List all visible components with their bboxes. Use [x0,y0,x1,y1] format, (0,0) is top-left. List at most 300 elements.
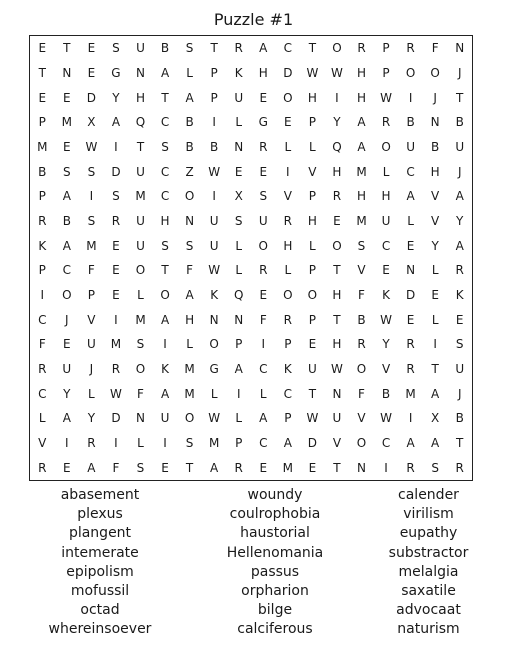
grid-cell[interactable]: P [382,65,390,80]
grid-cell[interactable]: U [234,90,244,105]
grid-cell[interactable]: I [163,435,167,450]
grid-cell[interactable]: Y [382,337,390,352]
grid-cell[interactable]: S [431,460,439,475]
grid-cell[interactable]: A [160,312,170,327]
grid-cell[interactable]: R [455,263,464,278]
grid-cell[interactable]: V [357,263,366,278]
grid-cell[interactable]: T [333,312,341,327]
grid-cell[interactable]: N [406,263,416,278]
grid-cell[interactable]: J [457,164,462,179]
grid-cell[interactable]: A [234,361,243,376]
grid-cell[interactable]: I [40,287,45,302]
grid-cell[interactable]: H [381,189,391,204]
grid-cell[interactable]: I [114,435,118,450]
grid-cell[interactable]: T [136,139,145,154]
grid-cell[interactable]: U [209,238,219,253]
grid-cell[interactable]: S [185,238,194,253]
grid-cell[interactable]: P [308,189,316,204]
grid-cell[interactable]: C [160,115,170,130]
grid-cell[interactable]: W [208,164,221,179]
grid-cell[interactable]: H [307,213,317,228]
grid-cell[interactable]: Z [185,164,194,179]
grid-cell[interactable]: U [258,213,268,228]
grid-cell[interactable]: U [160,411,170,426]
grid-cell[interactable]: L [407,213,414,228]
grid-cell[interactable]: M [135,312,146,327]
grid-cell[interactable]: I [65,435,69,450]
grid-cell[interactable]: T [456,435,464,450]
grid-cell[interactable]: V [332,435,342,450]
grid-cell[interactable]: Q [332,139,342,154]
grid-cell[interactable]: H [332,337,342,352]
grid-cell[interactable]: E [161,460,169,475]
grid-cell[interactable]: H [258,65,268,80]
grid-cell[interactable]: N [136,65,145,80]
grid-cell[interactable]: A [87,460,96,475]
grid-cell[interactable]: M [208,435,220,450]
grid-cell[interactable]: I [261,337,266,352]
grid-cell[interactable]: E [259,90,268,105]
grid-cell[interactable]: X [234,189,243,204]
grid-cell[interactable]: K [38,238,47,253]
grid-cell[interactable]: C [62,263,72,278]
grid-cell[interactable]: E [112,287,120,302]
grid-cell[interactable]: E [284,115,292,130]
grid-cell[interactable]: M [135,189,146,204]
grid-cell[interactable]: R [38,213,47,228]
grid-cell[interactable]: I [163,337,167,352]
grid-cell[interactable]: A [283,435,292,450]
grid-cell[interactable]: U [381,213,391,228]
grid-cell[interactable]: M [61,115,72,130]
grid-cell[interactable]: A [185,90,194,105]
grid-cell[interactable]: E [382,263,390,278]
grid-cell[interactable]: T [308,386,317,401]
grid-cell[interactable]: P [38,115,46,130]
grid-cell[interactable]: N [455,41,465,56]
grid-cell[interactable]: L [235,238,243,253]
grid-cell[interactable]: V [431,189,440,204]
grid-cell[interactable]: P [308,263,316,278]
grid-cell[interactable]: D [405,287,416,302]
grid-cell[interactable]: P [382,41,390,56]
grid-cell[interactable]: C [283,41,293,56]
grid-cell[interactable]: Q [233,287,244,302]
grid-cell[interactable]: R [283,312,292,327]
grid-cell[interactable]: W [331,65,343,80]
grid-cell[interactable]: C [381,435,391,450]
grid-cell[interactable]: A [62,411,71,426]
grid-cell[interactable]: N [62,65,72,80]
grid-cell[interactable]: X [87,115,96,130]
grid-cell[interactable]: L [382,164,390,179]
grid-cell[interactable]: U [136,238,145,253]
grid-cell[interactable]: V [431,213,440,228]
grid-cell[interactable]: S [259,189,268,204]
grid-cell[interactable]: E [38,41,47,56]
grid-cell[interactable]: O [356,435,367,450]
grid-cell[interactable]: H [356,65,366,80]
grid-cell[interactable]: E [112,263,120,278]
grid-cell[interactable]: R [38,460,47,475]
grid-cell[interactable]: O [258,238,268,253]
grid-cell[interactable]: A [455,189,464,204]
grid-cell[interactable]: L [235,115,243,130]
grid-cell[interactable]: L [284,139,292,154]
grid-cell[interactable]: F [186,263,194,278]
grid-cell[interactable]: C [259,361,268,376]
grid-cell[interactable]: B [406,115,415,130]
grid-cell[interactable]: F [431,41,439,56]
grid-cell[interactable]: E [406,238,415,253]
grid-cell[interactable]: B [185,115,194,130]
grid-cell[interactable]: R [406,460,415,475]
grid-cell[interactable]: T [308,41,317,56]
grid-cell[interactable]: F [137,386,144,401]
grid-cell[interactable]: B [185,139,194,154]
grid-cell[interactable]: Y [431,238,439,253]
grid-cell[interactable]: B [357,312,366,327]
grid-cell[interactable]: S [234,213,243,228]
grid-cell[interactable]: N [209,312,219,327]
grid-cell[interactable]: B [381,386,391,401]
grid-cell[interactable]: C [381,238,391,253]
grid-cell[interactable]: I [212,189,216,204]
grid-cell[interactable]: N [234,139,244,154]
grid-cell[interactable]: A [259,41,268,56]
grid-cell[interactable]: R [234,41,243,56]
grid-cell[interactable]: V [357,411,366,426]
grid-cell[interactable]: S [185,41,194,56]
grid-cell[interactable]: L [259,386,267,401]
grid-cell[interactable]: H [185,312,195,327]
grid-cell[interactable]: O [332,41,342,56]
grid-cell[interactable]: O [381,139,391,154]
grid-cell[interactable]: B [455,411,464,426]
grid-cell[interactable]: E [406,312,415,327]
grid-cell[interactable]: N [234,312,244,327]
grid-cell[interactable]: D [283,65,293,80]
grid-cell[interactable]: R [406,361,415,376]
grid-cell[interactable]: R [357,337,366,352]
grid-cell[interactable]: L [137,287,144,302]
grid-cell[interactable]: F [358,386,365,401]
grid-cell[interactable]: S [136,337,145,352]
grid-cell[interactable]: E [63,139,71,154]
grid-cell[interactable]: N [430,115,440,130]
grid-cell[interactable]: D [86,90,96,105]
grid-cell[interactable]: Y [112,90,120,105]
grid-cell[interactable]: R [111,213,121,228]
grid-cell[interactable]: O [307,287,318,302]
grid-cell[interactable]: R [111,361,121,376]
grid-cell[interactable]: W [110,386,122,401]
grid-cell[interactable]: U [406,139,415,154]
grid-cell[interactable]: H [160,213,170,228]
grid-cell[interactable]: R [357,41,366,56]
grid-cell[interactable]: P [284,337,292,352]
grid-cell[interactable]: H [307,90,317,105]
grid-cell[interactable]: H [283,238,293,253]
grid-cell[interactable]: S [112,189,120,204]
grid-cell[interactable]: K [455,287,464,302]
grid-cell[interactable]: W [331,361,343,376]
grid-cell[interactable]: A [210,460,219,475]
grid-cell[interactable]: A [357,115,366,130]
grid-cell[interactable]: E [308,460,317,475]
grid-cell[interactable]: E [259,164,268,179]
grid-cell[interactable]: D [111,164,121,179]
grid-cell[interactable]: C [259,435,268,450]
grid-cell[interactable]: M [37,139,48,154]
grid-cell[interactable]: L [431,263,439,278]
grid-cell[interactable]: I [335,90,339,105]
grid-cell[interactable]: U [209,213,219,228]
grid-cell[interactable]: U [136,41,145,56]
grid-cell[interactable]: M [184,361,195,376]
grid-cell[interactable]: W [208,411,221,426]
grid-cell[interactable]: M [110,337,122,352]
grid-cell[interactable]: O [356,361,367,376]
grid-cell[interactable]: W [85,139,98,154]
grid-cell[interactable]: R [406,41,415,56]
grid-cell[interactable]: I [433,337,437,352]
grid-cell[interactable]: S [63,164,71,179]
grid-cell[interactable]: S [136,460,145,475]
grid-cell[interactable]: S [357,238,366,253]
grid-cell[interactable]: W [380,90,392,105]
grid-cell[interactable]: P [87,287,95,302]
grid-cell[interactable]: O [405,65,416,80]
grid-cell[interactable]: M [184,386,195,401]
grid-cell[interactable]: E [333,213,341,228]
grid-cell[interactable]: K [234,65,243,80]
grid-cell[interactable]: E [259,287,268,302]
grid-cell[interactable]: E [87,65,96,80]
grid-cell[interactable]: G [111,65,121,80]
grid-cell[interactable]: H [332,164,342,179]
grid-cell[interactable]: F [87,263,95,278]
grid-cell[interactable]: U [136,164,145,179]
grid-cell[interactable]: L [186,65,193,80]
grid-cell[interactable]: U [332,411,342,426]
grid-cell[interactable]: L [186,337,193,352]
grid-cell[interactable]: B [38,164,47,179]
grid-cell[interactable]: U [62,361,72,376]
grid-cell[interactable]: Y [333,115,341,130]
grid-cell[interactable]: L [309,139,316,154]
grid-cell[interactable]: I [114,312,118,327]
grid-cell[interactable]: R [406,337,415,352]
grid-cell[interactable]: L [137,435,144,450]
grid-cell[interactable]: J [457,386,462,401]
grid-cell[interactable]: U [307,361,317,376]
grid-cell[interactable]: O [332,238,342,253]
grid-cell[interactable]: P [284,411,292,426]
grid-cell[interactable]: A [62,189,71,204]
grid-cell[interactable]: L [88,386,95,401]
grid-cell[interactable]: M [405,386,416,401]
grid-cell[interactable]: R [87,435,96,450]
grid-cell[interactable]: J [65,312,69,327]
grid-cell[interactable]: I [408,90,413,105]
grid-cell[interactable]: A [185,287,194,302]
grid-cell[interactable]: G [209,361,219,376]
grid-cell[interactable]: P [235,337,243,352]
grid-cell[interactable]: K [283,361,292,376]
grid-cell[interactable]: R [381,115,391,130]
grid-cell[interactable]: E [308,337,317,352]
grid-cell[interactable]: W [380,312,392,327]
grid-cell[interactable]: A [111,115,121,130]
grid-cell[interactable]: O [283,287,293,302]
grid-cell[interactable]: O [430,65,440,80]
grid-cell[interactable]: C [283,386,293,401]
grid-cell[interactable]: C [160,189,170,204]
grid-cell[interactable]: S [112,41,120,56]
grid-cell[interactable]: S [185,435,194,450]
grid-cell[interactable]: I [286,164,290,179]
grid-cell[interactable]: T [456,90,464,105]
grid-cell[interactable]: O [135,263,146,278]
grid-cell[interactable]: P [38,263,46,278]
grid-cell[interactable]: W [306,411,319,426]
grid-cell[interactable]: Q [135,115,146,130]
grid-cell[interactable]: T [63,41,71,56]
grid-cell[interactable]: I [384,460,388,475]
grid-cell[interactable]: U [455,139,465,154]
grid-cell[interactable]: S [455,337,464,352]
grid-cell[interactable]: H [135,90,145,105]
grid-cell[interactable]: P [308,115,316,130]
grid-cell[interactable]: B [210,139,219,154]
grid-cell[interactable]: M [282,460,293,475]
grid-cell[interactable]: L [38,411,46,426]
grid-cell[interactable]: B [160,41,170,56]
grid-cell[interactable]: R [234,460,243,475]
grid-cell[interactable]: W [380,411,392,426]
grid-cell[interactable]: K [161,361,169,376]
grid-cell[interactable]: P [210,90,218,105]
grid-cell[interactable]: S [161,139,169,154]
grid-cell[interactable]: A [160,65,170,80]
grid-cell[interactable]: V [87,312,96,327]
grid-cell[interactable]: L [235,263,243,278]
grid-cell[interactable]: H [332,287,342,302]
grid-cell[interactable]: T [333,263,341,278]
grid-cell[interactable]: R [283,213,292,228]
grid-cell[interactable]: L [431,312,439,327]
grid-cell[interactable]: E [455,312,464,327]
grid-cell[interactable]: N [185,213,195,228]
grid-cell[interactable]: Y [87,411,96,426]
grid-cell[interactable]: O [283,90,293,105]
grid-cell[interactable]: O [160,287,170,302]
grid-cell[interactable]: T [161,263,169,278]
grid-cell[interactable]: E [63,337,71,352]
grid-cell[interactable]: A [160,386,170,401]
grid-cell[interactable]: L [284,263,292,278]
grid-cell[interactable]: J [433,90,437,105]
grid-cell[interactable]: F [38,337,46,352]
grid-cell[interactable]: L [309,238,316,253]
grid-cell[interactable]: I [212,115,216,130]
grid-cell[interactable]: A [259,411,268,426]
grid-cell[interactable]: G [258,115,268,130]
grid-cell[interactable]: L [235,411,243,426]
grid-cell[interactable]: F [358,287,365,302]
grid-cell[interactable]: T [185,460,194,475]
grid-cell[interactable]: H [356,90,366,105]
grid-cell[interactable]: T [38,65,46,80]
grid-cell[interactable]: E [431,287,439,302]
grid-cell[interactable]: I [114,139,118,154]
grid-cell[interactable]: V [308,164,317,179]
grid-cell[interactable]: S [87,164,96,179]
grid-cell[interactable]: T [161,90,169,105]
grid-cell[interactable]: I [89,189,94,204]
grid-cell[interactable]: N [332,386,342,401]
grid-cell[interactable]: S [87,213,96,228]
grid-cell[interactable]: E [112,238,120,253]
grid-cell[interactable]: E [63,90,71,105]
grid-cell[interactable]: B [455,115,464,130]
grid-cell[interactable]: C [38,386,47,401]
grid-cell[interactable]: H [430,164,440,179]
grid-cell[interactable]: M [356,164,367,179]
grid-cell[interactable]: F [259,312,267,327]
grid-cell[interactable]: A [455,238,464,253]
grid-cell[interactable]: R [38,361,47,376]
grid-cell[interactable]: P [308,312,316,327]
grid-cell[interactable]: A [357,139,366,154]
grid-cell[interactable]: O [62,287,72,302]
grid-cell[interactable]: C [38,312,47,327]
grid-cell[interactable]: Y [456,213,464,228]
grid-cell[interactable]: D [111,411,121,426]
grid-cell[interactable]: K [382,287,390,302]
grid-cell[interactable]: O [209,337,219,352]
grid-cell[interactable]: R [259,139,268,154]
grid-cell[interactable]: P [235,435,243,450]
grid-cell[interactable]: E [38,90,47,105]
grid-cell[interactable]: E [87,41,96,56]
grid-cell[interactable]: J [457,65,462,80]
grid-cell[interactable]: C [406,164,415,179]
grid-cell[interactable]: C [160,164,170,179]
grid-cell[interactable]: N [357,460,366,475]
grid-cell[interactable]: O [135,361,146,376]
grid-cell[interactable]: W [306,65,319,80]
grid-cell[interactable]: X [431,411,440,426]
grid-cell[interactable]: L [210,386,218,401]
grid-cell[interactable]: A [406,435,415,450]
grid-cell[interactable]: E [234,164,243,179]
grid-cell[interactable]: V [381,361,391,376]
grid-cell[interactable]: I [236,386,241,401]
grid-cell[interactable]: P [210,65,218,80]
grid-cell[interactable]: M [356,213,367,228]
grid-cell[interactable]: E [63,460,71,475]
grid-cell[interactable]: V [38,435,47,450]
grid-cell[interactable]: D [307,435,317,450]
grid-cell[interactable]: R [259,263,268,278]
grid-cell[interactable]: T [210,41,218,56]
grid-cell[interactable]: R [332,189,342,204]
grid-cell[interactable]: U [86,337,96,352]
grid-cell[interactable]: U [136,213,145,228]
grid-cell[interactable]: V [283,189,292,204]
